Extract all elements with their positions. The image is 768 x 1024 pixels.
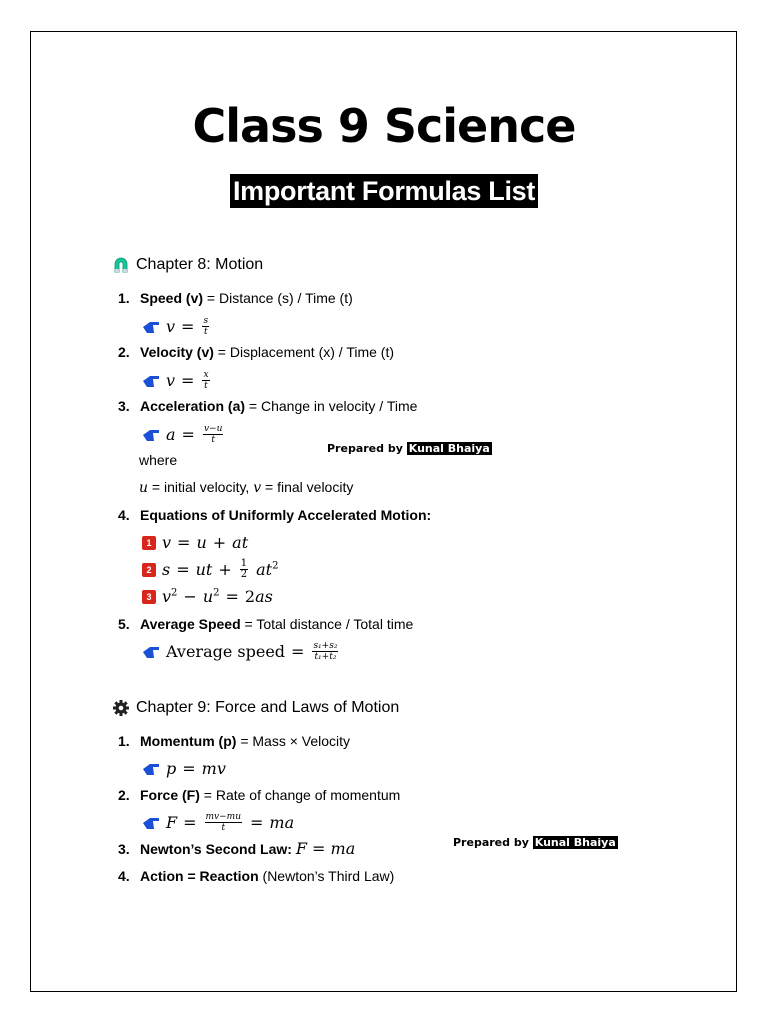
chapter-9-title: Chapter 9: Force and Laws of Motion xyxy=(136,699,400,716)
number-square-icon: 1 xyxy=(142,536,156,550)
list-item xyxy=(118,786,400,804)
item-label: Momentum (p) xyxy=(140,733,237,749)
list-item xyxy=(118,343,394,361)
gear-icon xyxy=(112,699,130,717)
item-text: (Newton’s Third Law) xyxy=(258,868,395,884)
chapter-9-heading xyxy=(112,699,399,717)
magnet-icon xyxy=(112,256,130,274)
prepared-by-label: Prepared by xyxy=(327,442,403,455)
list-item xyxy=(118,289,353,307)
item-text: = Displacement (x) / Time (t) xyxy=(213,344,395,360)
formula-momentum: p = mv xyxy=(142,759,226,778)
item-number: 4. xyxy=(118,868,130,884)
prepared-by-watermark xyxy=(327,442,492,455)
author-name: Kunal Bhaiya xyxy=(534,836,616,849)
pointing-hand-icon xyxy=(142,762,160,776)
item-text: = Rate of change of momentum xyxy=(199,787,401,803)
newton-second-law-formula: F = ma xyxy=(295,839,356,858)
list-item xyxy=(118,397,417,415)
list-item xyxy=(118,840,355,858)
page-title: Class 9 Science xyxy=(192,99,576,153)
prepared-by-watermark xyxy=(453,836,618,849)
item-label: Action = Reaction xyxy=(140,868,259,884)
item-number: 1. xyxy=(118,290,130,306)
formula-velocity: v = $\frac{x}{t}$ xyxy=(142,370,212,391)
number-square-icon: 2 xyxy=(142,563,156,577)
item-number: 4. xyxy=(118,507,130,523)
item-number: 3. xyxy=(118,841,130,857)
list-item xyxy=(118,867,394,885)
prepared-by-label: Prepared by xyxy=(453,836,529,849)
item-text: = Total distance / Total time xyxy=(240,616,414,632)
number-square-icon: 3 xyxy=(142,590,156,604)
chapter-8-heading xyxy=(112,256,263,274)
item-label: Speed (v) xyxy=(140,290,204,306)
v-symbol: v xyxy=(253,480,262,496)
equation-3: 3 $v^2$ − $u^2$ = 2as xyxy=(142,587,273,606)
u-definition: = initial velocity, xyxy=(148,479,254,495)
item-text: = Mass × Velocity xyxy=(236,733,351,749)
pointing-hand-icon xyxy=(142,428,160,442)
item-label: Equations of Uniformly Accelerated Motion: xyxy=(140,507,432,523)
formula-acceleration: a = $\frac{v-u}{t}$ xyxy=(142,424,225,445)
equation-1: 1 v = u + at xyxy=(142,533,248,552)
item-label: Velocity (v) xyxy=(140,344,214,360)
equation-2: 2 s = ut + $\frac{1}{2}$ $at^2$ xyxy=(142,559,278,580)
item-label: Acceleration (a) xyxy=(140,398,246,414)
list-item xyxy=(118,615,413,633)
list-item xyxy=(118,732,350,750)
formula-average-speed: Average speed = $\frac{\text{s₁+s₂}}{\text{t₁+t₂}}$ xyxy=(142,641,340,662)
where-definition xyxy=(139,479,353,496)
item-label: Average Speed xyxy=(140,616,241,632)
chapter-8-title: Chapter 8: Motion xyxy=(136,256,264,273)
v-definition: = final velocity xyxy=(261,479,354,495)
formula-speed: v = $\frac{s}{t}$ xyxy=(142,316,211,337)
item-text: = Distance (s) / Time (t) xyxy=(203,290,353,306)
item-number: 1. xyxy=(118,733,130,749)
item-label: Force (F) xyxy=(140,787,200,803)
average-speed-label: Average speed xyxy=(166,642,286,661)
item-label: Newton’s Second Law: xyxy=(140,841,292,857)
u-symbol: u xyxy=(139,480,149,496)
item-number: 2. xyxy=(118,787,130,803)
pointing-hand-icon xyxy=(142,320,160,334)
item-number: 2. xyxy=(118,344,130,360)
where-label: where xyxy=(139,452,178,468)
item-number: 3. xyxy=(118,398,130,414)
formula-force: F = $\frac{mv-mu}{t}$ = ma xyxy=(142,812,294,833)
subtitle-wrap xyxy=(0,174,768,208)
list-item xyxy=(118,506,431,524)
author-name: Kunal Bhaiya xyxy=(408,442,490,455)
page-subtitle: Important Formulas List xyxy=(230,174,538,208)
pointing-hand-icon xyxy=(142,374,160,388)
pointing-hand-icon xyxy=(142,645,160,659)
item-number: 5. xyxy=(118,616,130,632)
item-text: = Change in velocity / Time xyxy=(245,398,418,414)
pointing-hand-icon xyxy=(142,816,160,830)
